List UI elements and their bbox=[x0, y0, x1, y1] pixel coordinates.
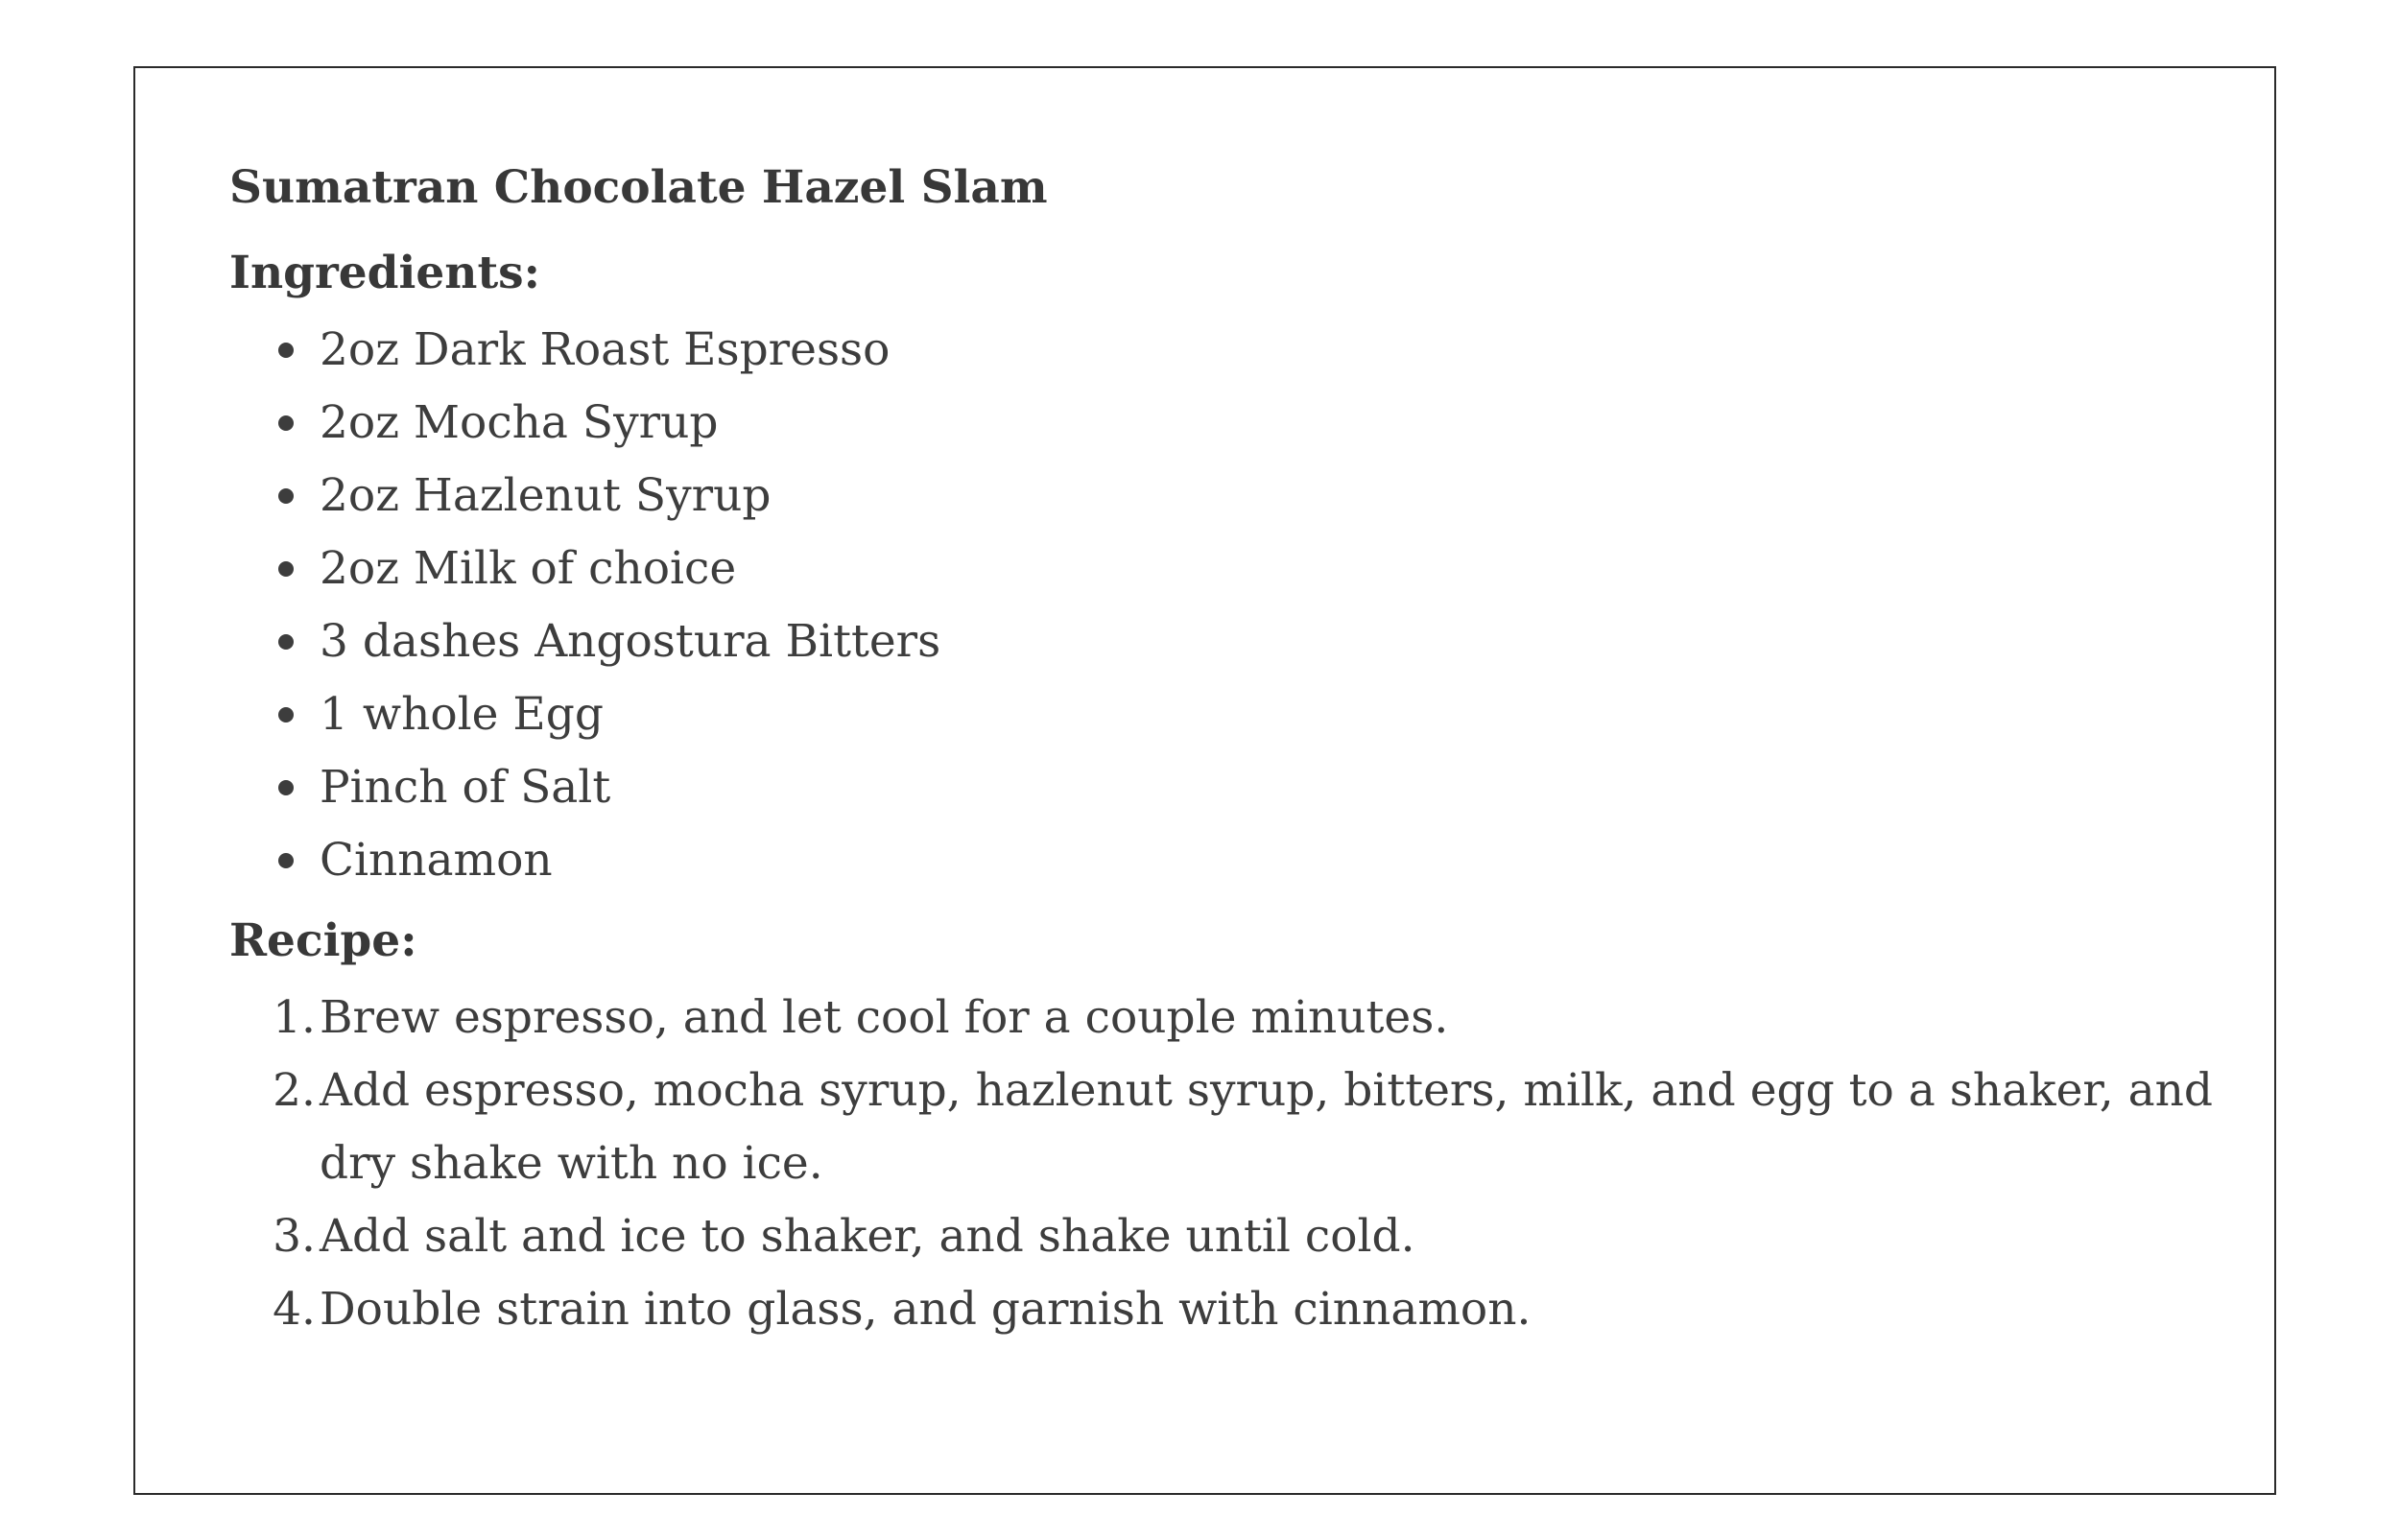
ingredient-item bbox=[229, 314, 2245, 387]
bullet-icon bbox=[278, 634, 294, 650]
ingredients-list bbox=[229, 314, 2245, 897]
bullet-icon bbox=[278, 707, 294, 723]
ingredient-text: 1 whole Egg bbox=[320, 688, 604, 741]
recipe-title: Sumatran Chocolate Hazel Slam bbox=[229, 161, 1048, 214]
ingredient-item bbox=[229, 751, 2245, 824]
step-item bbox=[229, 982, 2264, 1054]
step-item bbox=[229, 1273, 2264, 1346]
ingredient-text: 3 dashes Angostura Bitters bbox=[320, 615, 941, 668]
ingredient-item bbox=[229, 605, 2245, 678]
ingredient-item bbox=[229, 678, 2245, 751]
recipe-card bbox=[133, 66, 2276, 1495]
step-number: 1. bbox=[273, 991, 316, 1044]
ingredient-item bbox=[229, 533, 2245, 605]
ingredient-text: 2oz Mocha Syrup bbox=[320, 396, 719, 449]
bullet-icon bbox=[278, 853, 294, 868]
step-item bbox=[229, 1054, 2264, 1200]
recipe-content bbox=[229, 143, 2245, 1346]
bullet-icon bbox=[278, 415, 294, 431]
recipe-heading: Recipe: bbox=[229, 914, 417, 967]
ingredient-item bbox=[229, 387, 2245, 460]
step-number: 3. bbox=[273, 1210, 316, 1263]
step-number: 2. bbox=[273, 1064, 316, 1117]
step-text: Add salt and ice to shaker, and shake until cold. bbox=[320, 1210, 1415, 1263]
bullet-icon bbox=[278, 343, 294, 358]
ingredient-item bbox=[229, 824, 2245, 897]
bullet-icon bbox=[278, 780, 294, 795]
ingredient-text: 2oz Dark Roast Espresso bbox=[320, 323, 891, 376]
ingredient-text: 2oz Milk of choice bbox=[320, 542, 737, 595]
step-number: 4. bbox=[273, 1283, 316, 1336]
bullet-icon bbox=[278, 561, 294, 577]
step-text: Add espresso, mocha syrup, hazlenut syrup, bitters, milk, and egg to a shaker, and dry shake with no ice. bbox=[320, 1064, 2213, 1190]
step-text: Double strain into glass, and garnish with cinnamon. bbox=[320, 1283, 1532, 1336]
bullet-icon bbox=[278, 488, 294, 504]
step-text: Brew espresso, and let cool for a couple minutes. bbox=[320, 991, 1449, 1044]
ingredients-heading: Ingredients: bbox=[229, 247, 540, 299]
ingredient-text: Pinch of Salt bbox=[320, 761, 611, 814]
ingredient-item bbox=[229, 460, 2245, 533]
ingredient-text: 2oz Hazlenut Syrup bbox=[320, 469, 772, 522]
step-item bbox=[229, 1200, 2264, 1273]
steps-list bbox=[229, 982, 2264, 1346]
ingredient-text: Cinnamon bbox=[320, 834, 553, 887]
